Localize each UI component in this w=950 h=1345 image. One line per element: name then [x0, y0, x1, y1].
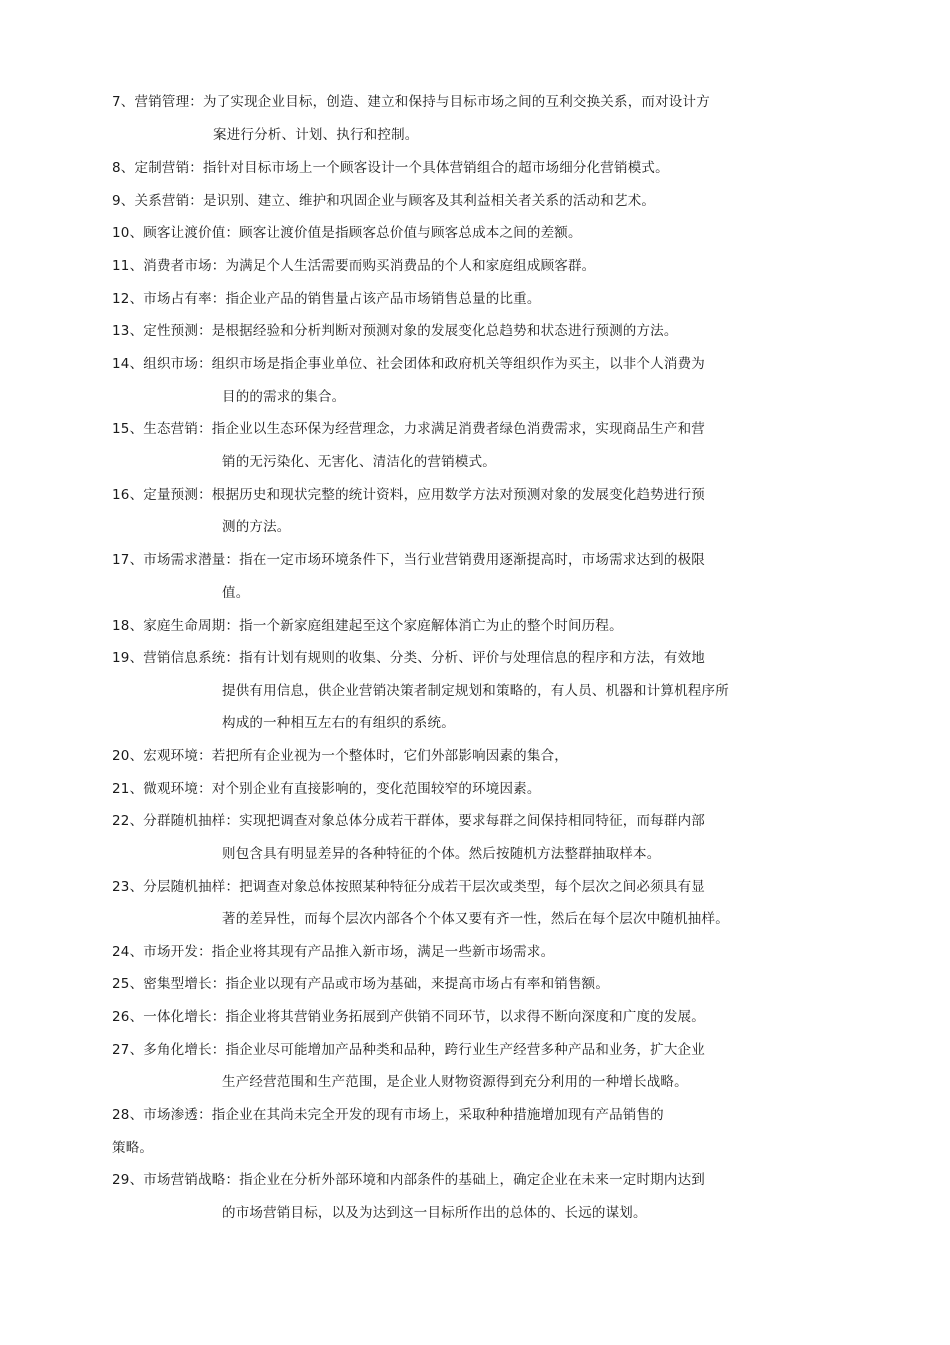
entry-21-line-1: 21、微观环境：对个别企业有直接影响的，变化范围较窄的环境因素。: [112, 781, 541, 797]
entry-16-line-1: 16、定量预测：根据历史和现状完整的统计资料，应用数学方法对预测对象的发展变化趋势进行预: [112, 487, 705, 503]
entry-18-line-1: 18、家庭生命周期：指一个新家庭组建起至这个家庭解体消亡为止的整个时间历程。: [112, 618, 623, 634]
entry-15-line-2: 销的无污染化、无害化、清洁化的营销模式。: [222, 454, 496, 470]
entry-11-line-1: 11、消费者市场：为满足个人生活需要而购买消费品的个人和家庭组成顾客群。: [112, 258, 596, 274]
entry-27-line-2: 生产经营范围和生产范围，是企业人财物资源得到充分利用的一种增长战略。: [222, 1074, 688, 1090]
entry-10-line-1: 10、顾客让渡价值：顾客让渡价值是指顾客总价值与顾客总成本之间的差额。: [112, 225, 582, 241]
entry-26-line-1: 26、一体化增长：指企业将其营销业务拓展到产供销不同环节，以求得不断向深度和广度的发展。: [112, 1009, 705, 1025]
entry-28-line-1: 28、市场渗透：指企业在其尚未完全开发的现有市场上，采取种种措施增加现有产品销售的: [112, 1107, 664, 1123]
entry-19-line-2: 提供有用信息，供企业营销决策者制定规划和策略的，有人员、机器和计算机程序所: [222, 683, 729, 699]
entry-19-line-1: 19、营销信息系统：指有计划有规则的收集、分类、分析、评价与处理信息的程序和方法，有效地: [112, 650, 705, 666]
entry-22-line-1: 22、分群随机抽样：实现把调查对象总体分成若干群体，要求每群之间保持相同特征，而每群内部: [112, 813, 705, 829]
entry-12-line-1: 12、市场占有率：指企业产品的销售量占该产品市场销售总量的比重。: [112, 291, 541, 307]
entry-16-line-2: 测的方法。: [222, 519, 291, 535]
entry-23-line-2: 著的差异性，而每个层次内部各个个体又要有齐一性，然后在每个层次中随机抽样。: [222, 911, 729, 927]
entry-15-line-1: 15、生态营销：指企业以生态环保为经营理念，力求满足消费者绿色消费需求，实现商品生产和营: [112, 421, 705, 437]
entry-17-line-1: 17、市场需求潜量：指在一定市场环境条件下，当行业营销费用逐渐提高时，市场需求达到的极限: [112, 552, 705, 568]
entry-25-line-1: 25、密集型增长：指企业以现有产品或市场为基础，来提高市场占有率和销售额。: [112, 976, 610, 992]
entry-24-line-1: 24、市场开发：指企业将其现有产品推入新市场，满足一些新市场需求。: [112, 944, 555, 960]
entry-7-line-1: 7、营销管理：为了实现企业目标，创造、建立和保持与目标市场之间的互利交换关系，而对设计方: [112, 94, 710, 110]
entry-27-line-1: 27、多角化增长：指企业尽可能增加产品种类和品种，跨行业生产经营多种产品和业务，扩大企业: [112, 1042, 705, 1058]
entry-20-line-1: 20、宏观环境：若把所有企业视为一个整体时，它们外部影响因素的集合，: [112, 748, 568, 764]
entry-29-line-1: 29、市场营销战略：指企业在分析外部环境和内部条件的基础上，确定企业在未来一定时期内达到: [112, 1172, 705, 1188]
entry-17-line-2: 值。: [222, 585, 250, 601]
entry-28-line-2: 策略。: [112, 1140, 154, 1156]
entry-8-line-1: 8、定制营销：指针对目标市场上一个顾客设计一个具体营销组合的超市场细分化营销模式。: [112, 160, 669, 176]
entry-9-line-1: 9、关系营销：是识别、建立、维护和巩固企业与顾客及其利益相关者关系的活动和艺术。: [112, 193, 656, 209]
entry-14-line-2: 目的的需求的集合。: [222, 389, 346, 405]
entry-7-line-2: 案进行分析、计划、执行和控制。: [213, 127, 419, 143]
entry-13-line-1: 13、定性预测：是根据经验和分析判断对预测对象的发展变化总趋势和状态进行预测的方法。: [112, 323, 678, 339]
entry-29-line-2: 的市场营销目标，以及为达到这一目标所作出的总体的、长远的谋划。: [222, 1205, 647, 1221]
entry-19-line-3: 构成的一种相互左右的有组织的系统。: [222, 715, 455, 731]
entry-22-line-2: 则包含具有明显差异的各种特征的个体。然后按随机方法整群抽取样本。: [222, 846, 661, 862]
entry-23-line-1: 23、分层随机抽样：把调查对象总体按照某种特征分成若干层次或类型，每个层次之间必须具有显: [112, 879, 705, 895]
entry-14-line-1: 14、组织市场：组织市场是指企事业单位、社会团体和政府机关等组织作为买主，以非个人消费为: [112, 356, 705, 372]
